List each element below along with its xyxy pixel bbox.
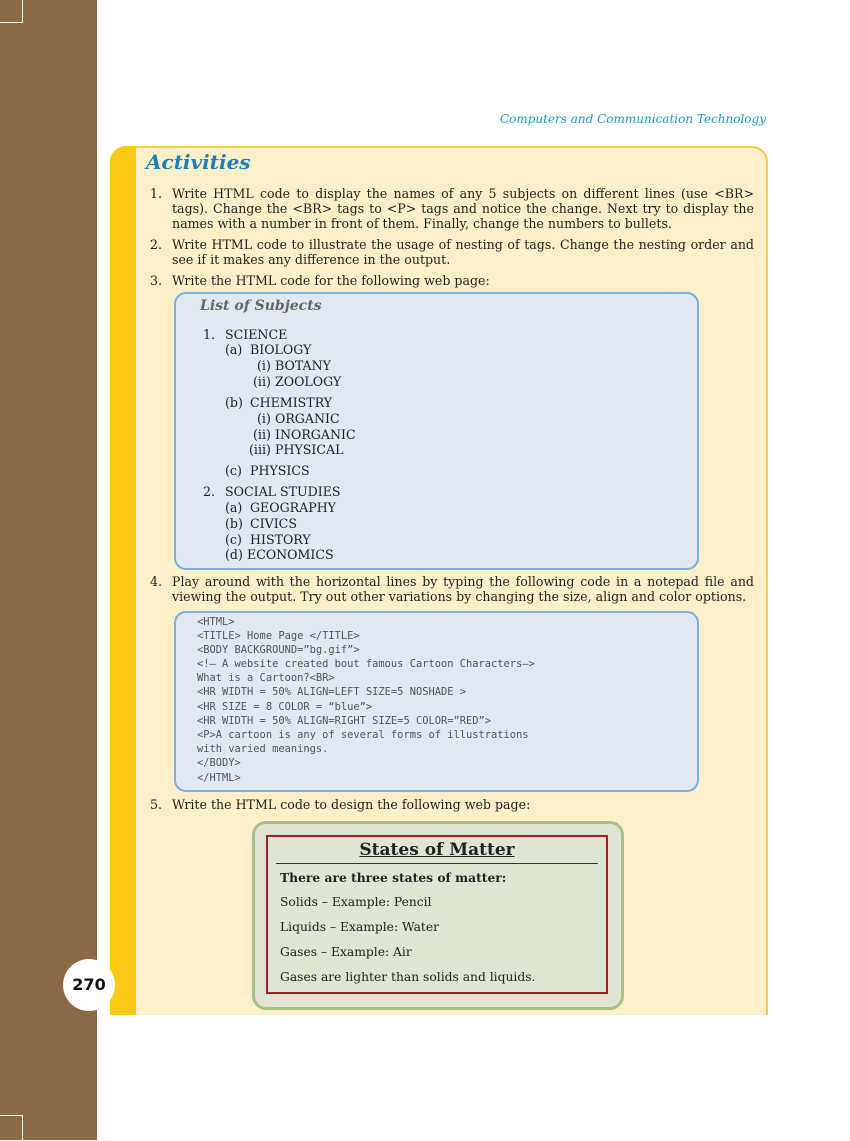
subjects-title: List of Subjects <box>200 298 322 314</box>
list-item: ZOOLOGY <box>275 374 342 389</box>
list-marker: (a) <box>225 342 243 357</box>
running-head: Computers and Communication Technology <box>499 112 766 126</box>
code-line: <!— A website created bout famous Cartoon Characters—> <box>197 658 535 670</box>
code-line: </HTML> <box>197 772 241 784</box>
code-line: What is a Cartoon?<BR> <box>197 672 335 684</box>
list-item: GEOGRAPHY <box>250 500 336 515</box>
code-line: <TITLE> Home Page </TITLE> <box>197 630 360 642</box>
code-line: <HR WIDTH = 50% ALIGN=RIGHT SIZE=5 COLOR=”RED”> <box>197 715 492 727</box>
activity-item <box>150 797 754 812</box>
activity-text: Write the HTML code to design the following web page: <box>172 797 531 812</box>
list-item: PHYSICS <box>250 463 310 478</box>
list-marker: (d) <box>225 547 243 562</box>
code-line: <P>A cartoon is any of several forms of illustrations <box>197 729 529 741</box>
states-line: Liquids – Example: Water <box>280 920 440 934</box>
code-line: <BODY BACKGROUND=”bg.gif”> <box>197 644 360 656</box>
list-item: SCIENCE <box>225 327 288 342</box>
panel-accent-bar <box>110 146 136 1015</box>
activity-item <box>150 574 754 604</box>
activity-text: Write HTML code to illustrate the usage of nesting of tags. Change the nesting order and see if it makes any difference in the output. <box>172 237 754 267</box>
list-marker: (ii) <box>253 427 271 442</box>
activity-item <box>150 237 754 267</box>
activity-number: 1. <box>150 186 163 201</box>
activity-number: 5. <box>150 797 163 812</box>
activity-text: Play around with the horizontal lines by typing the following code in a notepad file and viewing the output. Try out other variations by changing the size, align and color options. <box>172 574 754 604</box>
list-marker: (c) <box>225 532 242 547</box>
list-item: BOTANY <box>275 358 331 373</box>
states-line: Gases are lighter than solids and liquids. <box>280 970 536 984</box>
activity-number: 3. <box>150 273 163 288</box>
list-marker: 1. <box>203 327 216 342</box>
list-item: ECONOMICS <box>247 547 334 562</box>
list-item: CHEMISTRY <box>250 395 333 410</box>
crop-mark-top <box>0 0 23 23</box>
activity-text: Write the HTML code for the following web page: <box>172 273 490 288</box>
list-marker: (i) <box>257 411 271 426</box>
list-marker: (b) <box>225 516 243 531</box>
list-marker: (iii) <box>249 442 271 457</box>
activity-item <box>150 186 754 231</box>
list-item: HISTORY <box>250 532 311 547</box>
activity-item <box>150 273 754 288</box>
list-item: CIVICS <box>250 516 297 531</box>
states-line: Gases – Example: Air <box>280 945 412 959</box>
code-line: </BODY> <box>197 757 241 769</box>
list-marker: (c) <box>225 463 242 478</box>
list-item: BIOLOGY <box>250 342 312 357</box>
list-marker: (a) <box>225 500 243 515</box>
states-intro: There are three states of matter: <box>280 870 507 885</box>
activity-text: Write HTML code to display the names of any 5 subjects on different lines (use <BR> tags). Change the <BR> tags to <P> tags and notice the change. Next try to display the names with a number in front of them. Finally, change the numbers to bullets. <box>172 186 754 231</box>
code-line: <HR WIDTH = 50% ALIGN=LEFT SIZE=5 NOSHADE > <box>197 686 466 698</box>
code-line: <HTML> <box>197 616 235 628</box>
list-item: PHYSICAL <box>275 442 344 457</box>
code-line: with varied meanings. <box>197 743 329 755</box>
activity-number: 2. <box>150 237 163 252</box>
activity-number: 4. <box>150 574 163 589</box>
list-marker: (i) <box>257 358 271 373</box>
states-line: Solids – Example: Pencil <box>280 895 432 909</box>
crop-mark-bottom <box>0 1115 23 1141</box>
list-marker: 2. <box>203 484 216 499</box>
list-item: SOCIAL STUDIES <box>225 484 341 499</box>
states-of-matter-title: States of Matter <box>359 840 515 860</box>
list-item: INORGANIC <box>275 427 356 442</box>
horizontal-rule <box>276 863 598 864</box>
list-marker: (b) <box>225 395 243 410</box>
code-line: <HR SIZE = 8 COLOR = “blue”> <box>197 701 373 713</box>
list-marker: (ii) <box>253 374 271 389</box>
section-heading: Activities <box>146 150 251 174</box>
page-number: 270 <box>63 959 115 1011</box>
list-item: ORGANIC <box>275 411 340 426</box>
